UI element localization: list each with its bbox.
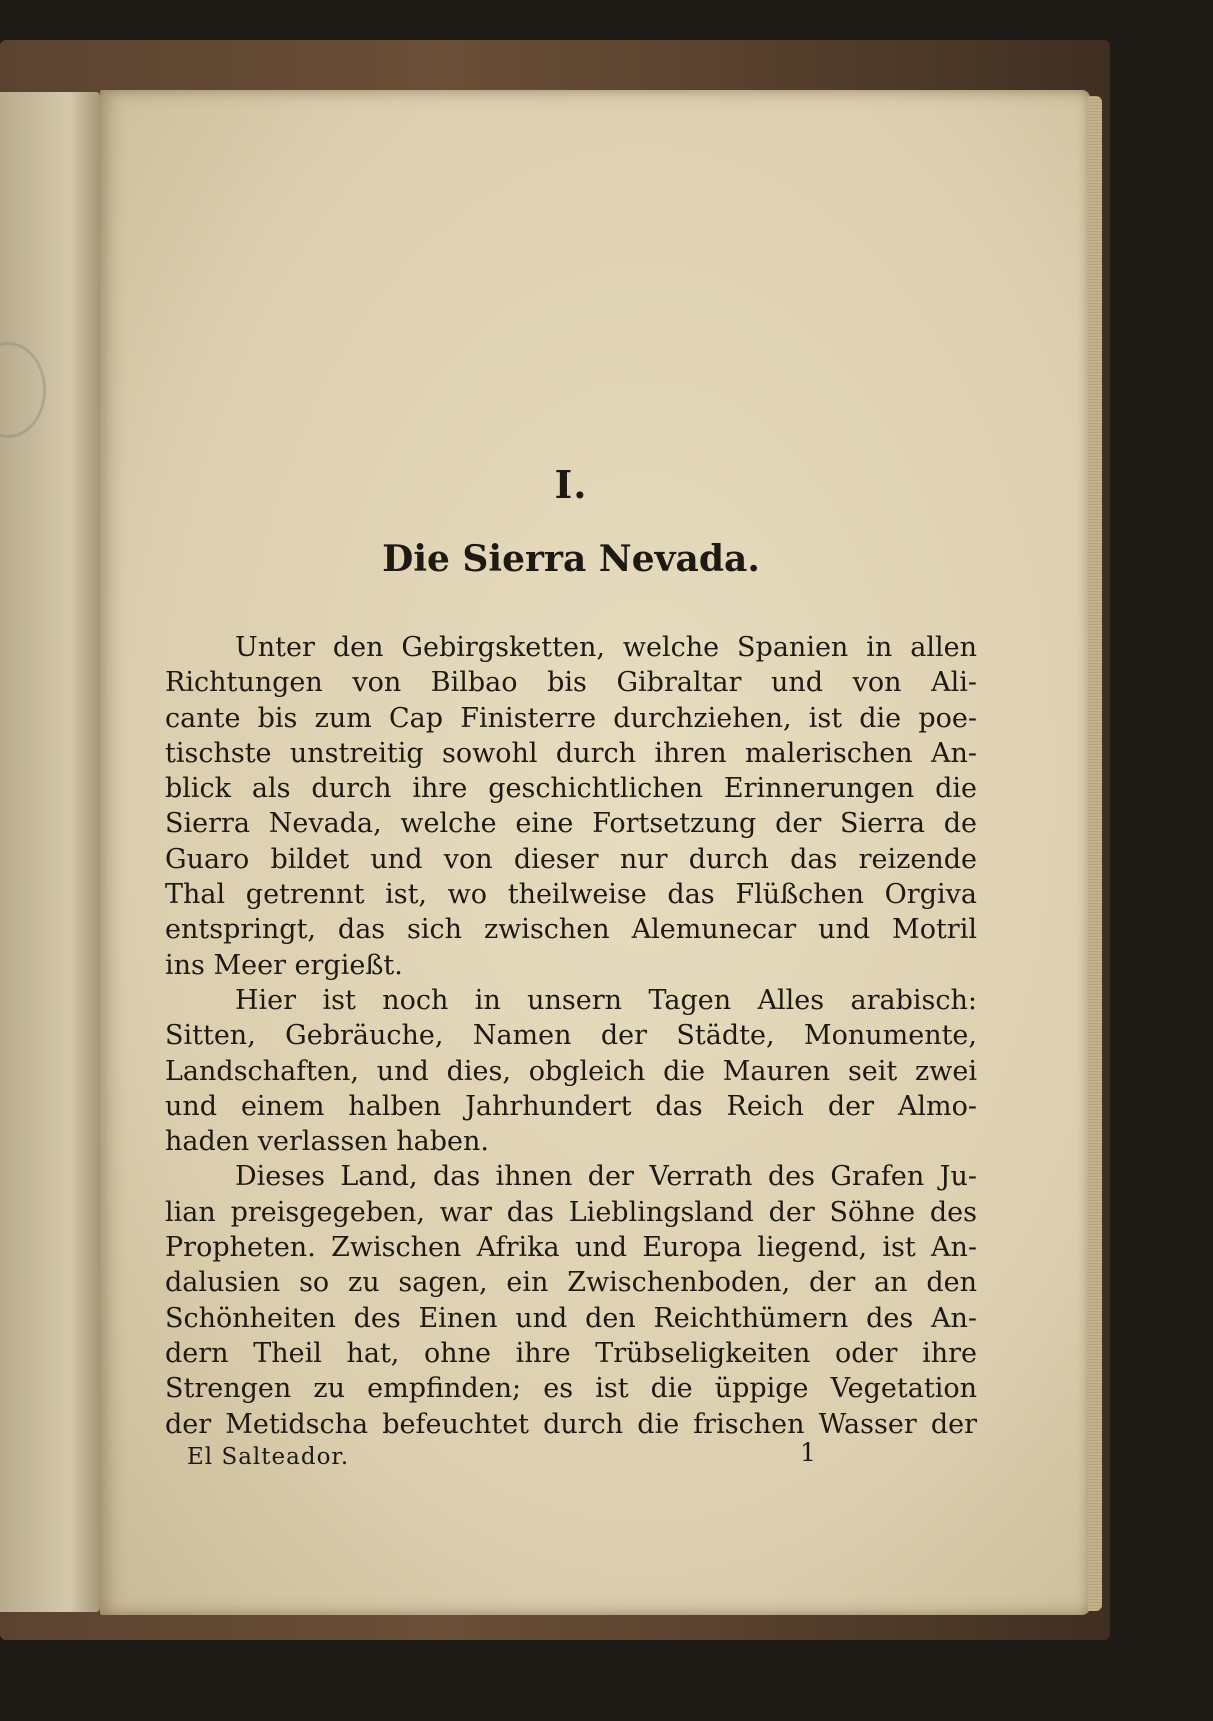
signature-mark: 1 (800, 1438, 816, 1467)
text-line: entspringt, das sich zwischen Alemunecar und Motril (165, 914, 977, 946)
running-footer-title: El Salteador. (187, 1444, 350, 1470)
text-line: Sierra Nevada, welche eine Fortsetzung der Sierra de (165, 808, 977, 840)
text-line: und einem halben Jahrhundert das Reich der Almo- (165, 1090, 977, 1122)
chapter-numeral: I. (554, 462, 588, 507)
text-line: tischste unstreitig sowohl durch ihren malerischen An- (165, 737, 977, 769)
text-line: lian preisgegeben, war das Lieblingsland der Söhne des (165, 1196, 977, 1228)
text-line: Hier ist noch in unsern Tagen Alles arabisch: (235, 984, 977, 1016)
text-line: Thal getrennt ist, wo theilweise das Flüßchen Orgiva (165, 879, 977, 911)
left-page-edge (0, 92, 100, 1612)
text-line: Dieses Land, das ihnen der Verrath des Grafen Ju- (235, 1161, 977, 1193)
library-stamp-icon (0, 342, 46, 438)
text-line: Sitten, Gebräuche, Namen der Städte, Monumente, (165, 1020, 977, 1052)
text-line: Unter den Gebirgsketten, welche Spanien in allen (235, 632, 977, 663)
text-line: blick als durch ihre geschichtlichen Erinnerungen die (165, 773, 977, 805)
page-stack-edge (1088, 96, 1102, 1611)
text-line: dalusien so zu sagen, ein Zwischenboden, der an den (165, 1267, 977, 1299)
text-line: Propheten. Zwischen Afrika und Europa liegend, ist An- (165, 1232, 977, 1264)
text-line: ins Meer ergießt. (165, 949, 403, 981)
text-line: Schönheiten des Einen und den Reichthümern des An- (165, 1302, 977, 1334)
text-line: haden verlassen haben. (165, 1126, 489, 1158)
body-text (165, 630, 977, 1442)
text-line: dern Theil hat, ohne ihre Trübseligkeiten oder ihre (165, 1337, 977, 1369)
text-line: Guaro bildet und von dieser nur durch das reizende (165, 843, 977, 875)
text-line: der Metidscha befeuchtet durch die frischen Wasser der (165, 1408, 977, 1440)
chapter-title: Die Sierra Nevada. (382, 538, 760, 580)
text-line: Landschaften, und dies, obgleich die Mauren seit zwei (165, 1055, 977, 1087)
text-line: cante bis zum Cap Finisterre durchziehen, ist die poe- (165, 702, 977, 734)
text-line: Strengen zu empfinden; es ist die üppige Vegetation (165, 1373, 977, 1405)
text-line: Richtungen von Bilbao bis Gibraltar und von Ali- (165, 667, 977, 699)
page-footer (165, 1438, 977, 1484)
